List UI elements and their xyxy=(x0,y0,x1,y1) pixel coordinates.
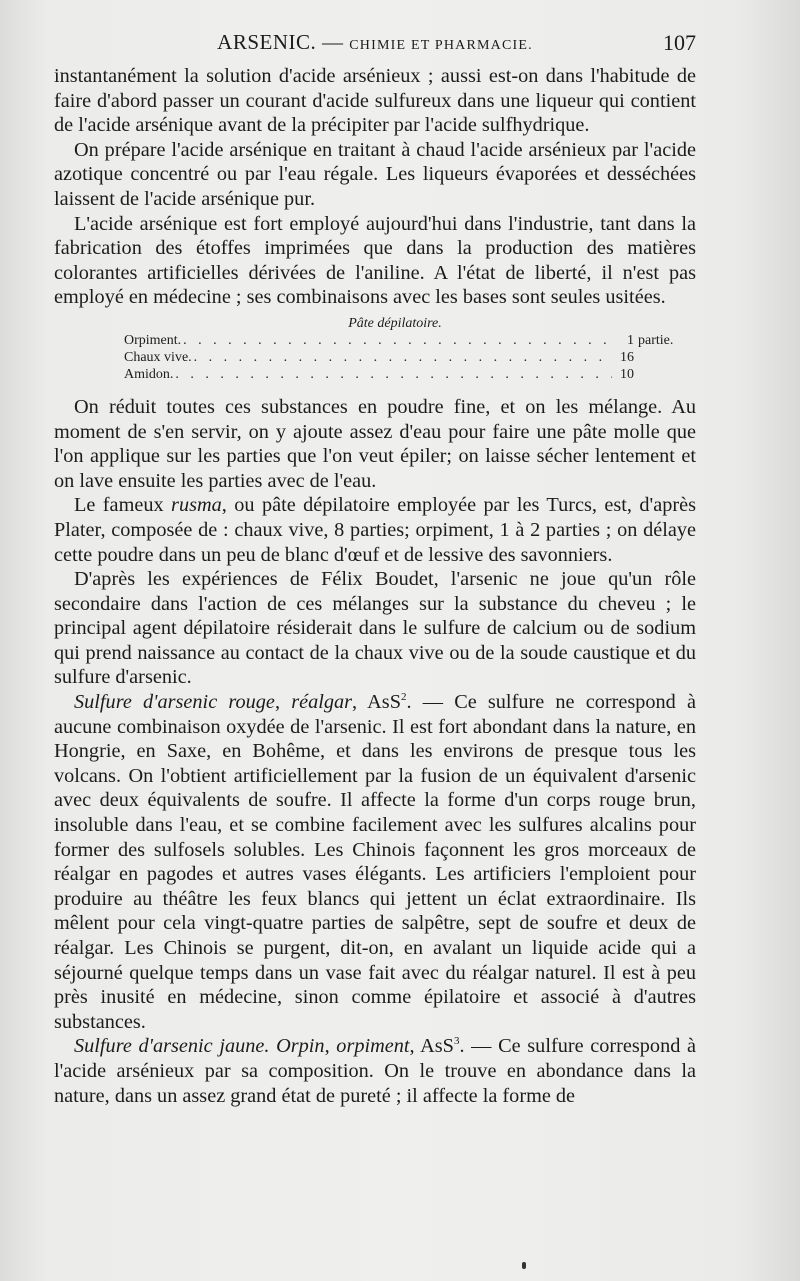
dot-leader xyxy=(181,332,612,349)
text-run: . — Ce sulfure correspond à l'acide arsénieux par sa composition. On le trouve en abondance dans la nature, dans un assez grand état de pureté ; il affecte la forme de xyxy=(54,1035,697,1107)
body-text xyxy=(54,64,696,1108)
paragraph-7 xyxy=(54,690,696,1034)
formula-subscript: 3 xyxy=(453,1035,460,1048)
section-heading: Sulfure d'arsenic jaune. Orpin xyxy=(74,1035,325,1058)
chemical-formula: , AsS xyxy=(409,1035,454,1058)
formula-subscript: 2 xyxy=(400,691,407,704)
italic-term: orpiment xyxy=(336,1035,410,1058)
recipe-row xyxy=(124,349,690,366)
header-title: ARSENIC. xyxy=(217,30,317,54)
header-dash: — xyxy=(322,30,344,54)
dot-leader xyxy=(173,366,612,383)
recipe-ingredient: Orpiment. xyxy=(124,332,182,348)
ink-mark xyxy=(522,1262,526,1269)
recipe-unit: partie. xyxy=(638,332,674,348)
running-header xyxy=(54,30,696,62)
paragraph-8 xyxy=(54,1034,696,1108)
recipe-quantity: 16 xyxy=(620,349,634,365)
chemical-formula: , AsS xyxy=(352,691,401,714)
text-run: . — Ce sulfure ne correspond à aucune combinaison oxydée de l'arsenic. Il est fort abondant dans la nature, en Hongrie, en Saxe, en Bohême, et dans les environs de presque tous les volcans. On l'obtient artificiellement par la fusion de un équivalent d'arsenic avec deux équivalents de soufre. Il affecte la forme d'un corps rouge brun, insoluble dans l'eau, et se combine facilement avec les sulfures alcalins pour former des sulfosels solubles. Les Chinois façonnent les gros morceaux de réalgar en pagodes et autres vases élégants. Les artificiers l'emploient pour produire au théâtre les feux blancs qui jettent un éclat extraordinaire. Ils mêlent pour cela vingt-quatre parties de salpêtre, sept de soufre et deux de réalgar. Les Chinois se purgent, dit-on, en avalant un liquide acide qui a séjourné quelque temps dans un vase fait avec du réalgar naturel. Il est à peu près inusité en médecine, sinon comme épilatoire et associé à d'autres substances. xyxy=(54,691,696,1033)
paragraph-5 xyxy=(54,493,696,567)
text-run: , xyxy=(274,691,292,714)
running-title xyxy=(54,30,696,55)
paragraph-2: On prépare l'acide arsénique en traitant à chaud l'acide arsénieux par l'acide azotique concentré ou par l'eau régale. Les liqueurs évaporées et desséchées laissent de l'acide arsénique pur. xyxy=(54,138,696,210)
recipe-quantity: 1 xyxy=(627,332,634,348)
recipe-row xyxy=(124,332,690,349)
text-run: , ou pâte dépilatoire employée par les Turcs, est, d'après Plater, composée de : chaux vive, 8 parties; orpiment, 1 à 2 parties ; on délaye cette poudre dans un peu de blanc d'œuf et de lessive des savonniers. xyxy=(54,494,696,566)
text-run: , xyxy=(324,1035,337,1058)
paragraph-3: L'acide arsénique est fort employé aujourd'hui dans l'industrie, tant dans la fabrication des étoffes imprimées que dans la production des matières colorantes artificielles dérivées de l'aniline. A l'état de liberté, il n'est pas employé en médecine ; ses combinaisons avec les bases sont seules usitées. xyxy=(54,212,696,309)
dot-leader xyxy=(192,349,612,366)
section-heading: Sulfure d'arsenic rouge xyxy=(74,691,275,714)
paragraph-1: instantanément la solution d'acide arsénieux ; aussi est-on dans l'habitude de faire d'abord passer un courant d'acide sulfureux dans une liqueur qui contient de l'acide arsénique avant de la précipiter par l'acide sulfhydrique. xyxy=(54,65,696,137)
recipe-unit xyxy=(634,349,690,366)
paragraph-6: D'après les expériences de Félix Boudet, l'arsenic ne joue qu'un rôle secondaire dans l'action de ces mélanges sur la substance du cheveu ; le principal agent dépilatoire résiderait dans le sulfure de calcium ou de sodium qui prend naissance au contact de la chaux vive ou de la soude caustique et du sulfure d'arsenic. xyxy=(54,568,696,689)
recipe-quantity: 10 xyxy=(620,366,634,382)
recipe-ingredient: Amidon. xyxy=(124,366,174,382)
paragraph-4: On réduit toutes ces substances en poudre fine, et on les mélange. Au moment de s'en servir, on y ajoute assez d'eau pour faire une pâte molle que l'on applique sur les parties que l'on veut épiler; on laisse sécher lentement et on lave ensuite les parties avec de l'eau. xyxy=(54,395,696,492)
page-number: 107 xyxy=(663,30,696,55)
recipe-unit xyxy=(634,366,690,383)
header-subtitle: CHIMIE ET PHARMACIE. xyxy=(349,38,533,53)
italic-term: réalgar xyxy=(291,691,353,714)
italic-term: rusma xyxy=(171,494,222,517)
recipe-row xyxy=(124,366,690,383)
text-run: Le fameux xyxy=(74,494,172,517)
recipe-ingredient: Chaux vive. xyxy=(124,349,192,365)
recipe-title: Pâte dépilatoire. xyxy=(348,315,442,331)
recipe-block xyxy=(54,315,696,383)
